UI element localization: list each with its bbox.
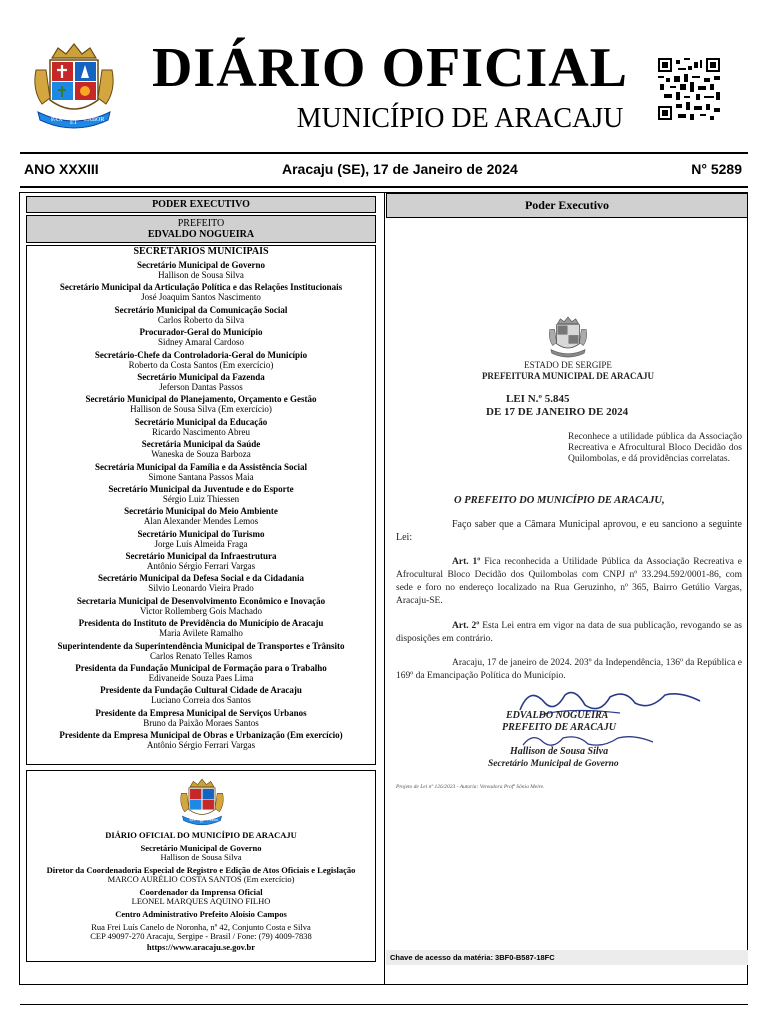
secretary-role: Secretário Municipal de Governo [136,260,266,270]
imprint-director-name: MARCO AURÉLIO COSTA SANTOS (Em exercício) [107,874,295,884]
secretary-entry [27,282,375,302]
secretary-name: Alan Alexander Mendes Lemos [143,516,259,527]
secretary-role: Superintendente da Superintendência Municipal de Transportes e Trânsito [57,640,345,651]
secretary-entry [27,305,375,325]
secretary-name: José Joaquim Santos Nascimento [141,292,261,303]
secretary-role: Presidente da Empresa Municipal de Serviços Urbanos [95,707,307,718]
secretary-entry [27,618,375,638]
secretary-role: Secretário Municipal da Infraestrutura [125,551,277,562]
secretary-name: Carlos Roberto da Silva [157,314,245,325]
secretary-entry [27,327,375,347]
imprint-director-role: Diretor da Coordenadoria Especial de Registro e Edição de Atos Oficiais e Legislação [46,865,356,875]
edition-info-bar [20,158,746,184]
secretary-role: Procurador-Geral do Município [139,327,263,338]
secretary-entry [27,484,375,504]
secretary-role: Presidenta do Instituto de Previdência do Município de Aracaju [78,618,324,629]
imprint-crest-motto-labor: LABOR [207,818,219,823]
imprint-press-name: LEONEL MARQUES AQUINO FILHO [131,896,271,906]
secretary-name: Bruno da Paixão Moraes Santos [143,717,259,728]
doc-signer-2-title: Secretário Municipal de Governo [488,759,619,769]
edition-year: ANO XXXIII [24,161,99,177]
secretary-name: Silvio Leonardo Vieira Prado [148,583,254,594]
secretary-role: Presidente da Fundação Cultural Cidade de Aracaju [100,685,302,696]
footer-rule [20,1004,748,1005]
secretary-role: Secretária Municipal da Família e da Assistência Social [94,461,308,472]
secretary-entry [27,708,375,728]
secretary-name: Maria Avilete Ramalho [159,628,243,639]
secretary-name: Sérgio Luiz Thiessen [162,493,240,504]
qr-code-icon[interactable] [658,58,720,120]
crest-motto-et: ET [70,120,78,126]
secretaries-title: SECRETÁRIOS MUNICIPAIS [133,246,269,257]
secretary-name: Jorge Luís Almeida Fraga [154,538,248,549]
imprint-address-2: CEP 49097-270 Aracaju, Sergipe - Brasil / Fone: (79) 4009-7838 [90,931,312,941]
law-document [390,300,746,800]
imprint-crest-motto-pax: PAX [189,818,196,823]
secretary-entry [27,260,375,280]
doc-signer-2-name: Hallison de Sousa Silva [510,746,609,757]
doc-law-date: DE 17 DE JANEIRO DE 2024 [486,406,629,418]
doc-article-1-text: Fica reconhecida a Utilidade Pública da Associação Recreativa e Afrocultural Bloco Decidão dos Quilombolas com CNPJ nº 33.294.592/0001-86, com sede e foro no endereço localizado na Rua Geruzinho, nº 365, Bairro Getúlio Vargas, Aracaju-SE. [396,557,742,606]
doc-article-2 [396,620,742,646]
secretary-role: Secretária Municipal da Saúde [141,439,261,450]
municipal-crest-icon [28,40,120,132]
column-divider [384,192,385,985]
doc-law-number: LEI N.º 5.845 [506,393,570,405]
secretary-role: Secretaria Municipal de Desenvolvimento Econômico e Inovação [76,595,326,606]
left-section-title: PODER EXECUTIVO [26,196,376,213]
imprint-address-1: Rua Frei Luís Canelo de Noronha, nº 42, Conjunto Costa e Silva [91,922,311,932]
imprint-title: DIÁRIO OFICIAL DO MUNICÍPIO DE ARACAJU [105,830,297,840]
edition-date: Aracaju (SE), 17 de Janeiro de 2024 [282,161,518,177]
secretaries-list [27,260,375,750]
masthead-title: DIÁRIO OFICIAL [151,37,629,99]
secretary-role: Secretário Municipal da Fazenda [137,371,265,382]
doc-signer-1-title: PREFEITO DE ARACAJU [502,722,616,733]
secretary-name: Luciano Correia dos Santos [151,695,251,706]
doc-intro: O PREFEITO DO MUNICÍPIO DE ARACAJU, [454,495,665,506]
secretary-name: Hallison de Sousa Silva [158,270,244,280]
doc-article-1 [396,556,742,608]
secretary-name: Jeferson Dantas Passos [159,381,243,392]
secretary-name: Ricardo Nascimento Abreu [152,426,250,437]
secretary-entry [27,663,375,683]
secretary-name: Carlos Renato Telles Ramos [150,650,252,661]
secretary-role: Secretário Municipal do Planejamento, Orçamento e Gestão [85,394,317,405]
secretary-name: Waneska de Souza Barboza [151,449,251,460]
secretary-name: Antônio Sérgio Ferrari Vargas [146,740,256,751]
secretary-role: Secretário Municipal do Meio Ambiente [124,506,278,517]
doc-city-hall: PREFEITURA MUNICIPAL DE ARACAJU [481,371,655,381]
secretary-entry [27,529,375,549]
secretary-role: Secretário-Chefe da Controladoria-Geral do Município [94,349,308,360]
secretary-name: Antônio Sérgio Ferrari Vargas [146,561,256,572]
secretary-role: Secretário Municipal da Comunicação Social [114,304,288,315]
doc-decree: Faço saber que a Câmara Municipal aprovou, e eu sanciono a seguinte Lei: [396,519,742,543]
prefeito-box [26,215,376,243]
secretary-entry [27,730,375,750]
prefeito-label: PREFEITO [177,218,225,229]
imprint-crest-motto-et: ET [199,819,204,824]
secretary-role: Presidenta da Fundação Municipal de Formação para o Trabalho [75,663,327,674]
doc-state: ESTADO DE SERGIPE [524,360,612,370]
secretary-role: Secretário Municipal da Educação [134,416,268,427]
secretary-entry [27,462,375,482]
secretary-name: Simone Santana Passos Maia [148,471,254,482]
secretary-name: Edivaneide Souza Paes Lima [148,673,254,684]
secretary-role: Presidente da Empresa Municipal de Obras e Urbanização (Em exercício) [59,730,343,741]
right-section-title: Poder Executivo [386,193,748,218]
secretary-entry [27,394,375,414]
secretary-entry [27,506,375,526]
secretary-name: Roberto da Costa Santos (Em exercício) [128,359,274,370]
secretary-entry [27,439,375,459]
doc-summary: Reconhece a utilidade pública da Associação Recreativa e Afrocultural Bloco Decidão dos Quilombolas, e dá providências correlatas. [568,432,742,464]
secretaries-box [26,245,376,765]
prefeito-name: EDVALDO NOGUEIRA [147,229,255,240]
imprint-center: Centro Administrativo Prefeito Aloísio Campos [115,909,287,919]
crest-motto-labor: LABOR [84,117,105,123]
secretary-entry [27,551,375,571]
secretary-role: Secretário Municipal da Defesa Social e da Cidadania [97,573,305,584]
imprint-url-link[interactable]: https://www.aracaju.se.gov.br [146,942,256,952]
secretary-entry [27,596,375,616]
doc-closing: Aracaju, 17 de janeiro de 2024. 203º da Independência, 136º da República e 169º da Emancipação Política do Município. [396,658,742,681]
secretary-entry [27,573,375,593]
doc-footnote: Projeto de Lei nº 126/2023 - Autoria: Vereadora Profª Sônia Meire. [396,784,545,790]
imprint-box [26,770,376,962]
secretary-role: Secretário Municipal da Juventude e do Esporte [108,483,294,494]
secretary-name: Hallison de Sousa Silva (Em exercício) [130,404,272,415]
doc-article-1-label: Art. 1º [452,557,481,567]
secretary-entry [27,372,375,392]
secretary-entry [27,350,375,370]
imprint-text [27,831,375,952]
secretary-role: Secretário Municipal do Turismo [137,528,265,539]
imprint-crest-icon [177,775,227,829]
secretary-role: Secretário Municipal da Articulação Política e das Relações Institucionais [59,282,343,293]
doc-article-2-label: Art. 2º [452,621,480,631]
secretary-name: Sidney Amaral Cardoso [158,337,244,348]
imprint-gov-name: Hallison de Sousa Silva [160,852,242,862]
secretary-name: Victor Rollemberg Gois Machado [139,605,263,616]
access-key: Chave de acesso da matéria: 3BF0-B587-18FC [386,950,748,965]
header-rule-bottom [20,186,748,188]
secretary-entry [27,417,375,437]
masthead-subtitle: MUNICÍPIO DE ARACAJU [296,103,624,134]
doc-article-2-text: Esta Lei entra em vigor na data de sua publicação, revogando se as disposições em contrário. [396,621,742,644]
imprint-gov-role: Secretário Municipal de Governo [140,843,262,853]
secretary-entry [27,685,375,705]
secretary-entry [27,641,375,661]
edition-number: N° 5289 [691,161,742,177]
doc-signer-1-name: EDVALDO NOGUEIRA [506,710,609,721]
header-rule-top [20,152,748,154]
crest-motto-pax: PAX [51,117,63,123]
imprint-press-role: Coordenador da Imprensa Oficial [139,887,263,897]
